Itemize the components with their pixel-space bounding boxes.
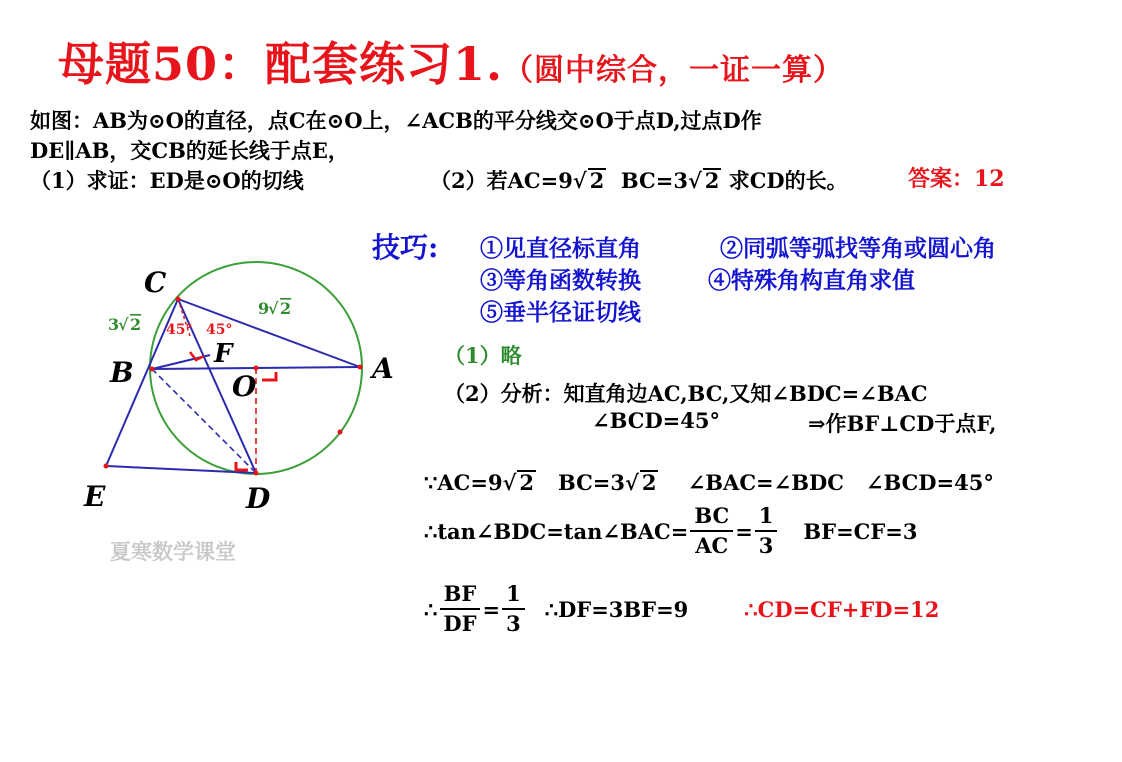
label-bc-rad: 2 xyxy=(130,315,142,334)
sqrt-symbol: √ 2 xyxy=(625,470,657,495)
watermark: 夏寒数学课堂 xyxy=(110,539,236,564)
l1-a: ∵AC=9 xyxy=(424,470,503,495)
l3-eq: = xyxy=(482,596,501,622)
solution-2-angle: ∠BCD=45° xyxy=(592,408,720,433)
label-ac-coef: 9 xyxy=(258,299,270,318)
l2-eq: = xyxy=(735,518,753,544)
tip-2: ②同弧等弧找等角或圆心角 xyxy=(720,235,996,262)
point-a xyxy=(358,365,363,370)
label-bc-coef: 3 xyxy=(108,315,120,334)
solution-2-analysis: （2）分析：知直角边AC,BC,又知∠BDC=∠BAC xyxy=(444,381,928,406)
tips-label: 技巧: xyxy=(372,231,439,264)
label-f: F xyxy=(214,339,233,369)
label-angle-2: 45° xyxy=(206,322,233,338)
point-c xyxy=(176,297,181,302)
circle-dot xyxy=(338,430,343,435)
q2-mid: BC=3 xyxy=(620,168,688,193)
question-1: （1）求证：ED是⊙O的切线 xyxy=(30,168,304,193)
frac-den: AC xyxy=(695,533,729,558)
q2-prefix: （2）若AC=9 xyxy=(430,168,573,193)
l2-b: BF=CF=3 xyxy=(803,518,918,544)
sqrt-symbol: √ 2 xyxy=(687,168,720,193)
sqrt-symbol: √ xyxy=(118,315,129,334)
q2-suffix: 求CD的长。 xyxy=(728,168,848,193)
q2-sqrt-1: 2 xyxy=(589,168,605,193)
label-e: E xyxy=(84,480,106,513)
label-a: A xyxy=(372,352,394,385)
line-de xyxy=(106,466,256,473)
right-angle-o xyxy=(262,372,276,380)
tip-3: ③等角函数转换 xyxy=(480,267,641,294)
l1-sqrt-2: 2 xyxy=(641,470,657,495)
point-d xyxy=(254,471,259,476)
frac-num: BF xyxy=(440,580,481,610)
label-b: B xyxy=(110,356,134,389)
l1-sqrt-1: 2 xyxy=(519,470,535,495)
tip-1: ①见直径标直角 xyxy=(480,235,641,262)
solution-1: （1）略 xyxy=(444,343,522,368)
l3-a: ∴ xyxy=(424,596,438,622)
tip-4: ④特殊角构直角求值 xyxy=(708,267,915,294)
frac-num: 1 xyxy=(755,502,778,532)
sqrt-symbol: √ xyxy=(268,299,279,318)
frac-den: 3 xyxy=(506,611,521,636)
label-ac-rad: 2 xyxy=(280,299,292,318)
frac-den: 3 xyxy=(758,533,774,558)
label-angle-1: 45° xyxy=(166,322,193,338)
answer: 答案：12 xyxy=(908,166,1005,192)
sqrt-symbol: √ 2 xyxy=(502,470,535,495)
label-c: C xyxy=(144,266,167,299)
l3-b: ∴DF=3BF=9 xyxy=(544,596,689,622)
label-o: O xyxy=(232,370,257,403)
tip-5: ⑤垂半径证切线 xyxy=(480,299,641,326)
l1-b: BC=3 xyxy=(557,470,626,495)
label-d: D xyxy=(246,482,271,515)
solution-2-construct: ⇒作BF⊥CD于点F, xyxy=(808,411,997,436)
title-main: 母题50：配套练习1. xyxy=(58,37,504,91)
point-e xyxy=(104,464,109,469)
l1-d: ∠BCD=45° xyxy=(865,470,994,495)
frac-num: 1 xyxy=(502,580,525,610)
l1-c: ∠BAC=∠BDC xyxy=(687,470,844,495)
title-sub: （圆中综合，一证一算） xyxy=(503,53,845,88)
l2-a: ∴tan∠BDC=tan∠BAC= xyxy=(424,518,689,544)
frac-den: DF xyxy=(443,611,477,636)
l3-c: ∴CD=CF+FD=12 xyxy=(744,596,940,622)
sqrt-symbol: √ 2 xyxy=(572,168,605,193)
point-b xyxy=(150,367,155,372)
frac-num: BC xyxy=(690,502,733,532)
problem-line-2: DE∥AB，交CB的延长线于点E， xyxy=(30,138,349,163)
problem-line-1: 如图：AB为⊙O的直径，点C在⊙O上，∠ACB的平分线交⊙O于点D,过点D作 xyxy=(30,108,762,133)
q2-sqrt-2: 2 xyxy=(704,168,720,193)
